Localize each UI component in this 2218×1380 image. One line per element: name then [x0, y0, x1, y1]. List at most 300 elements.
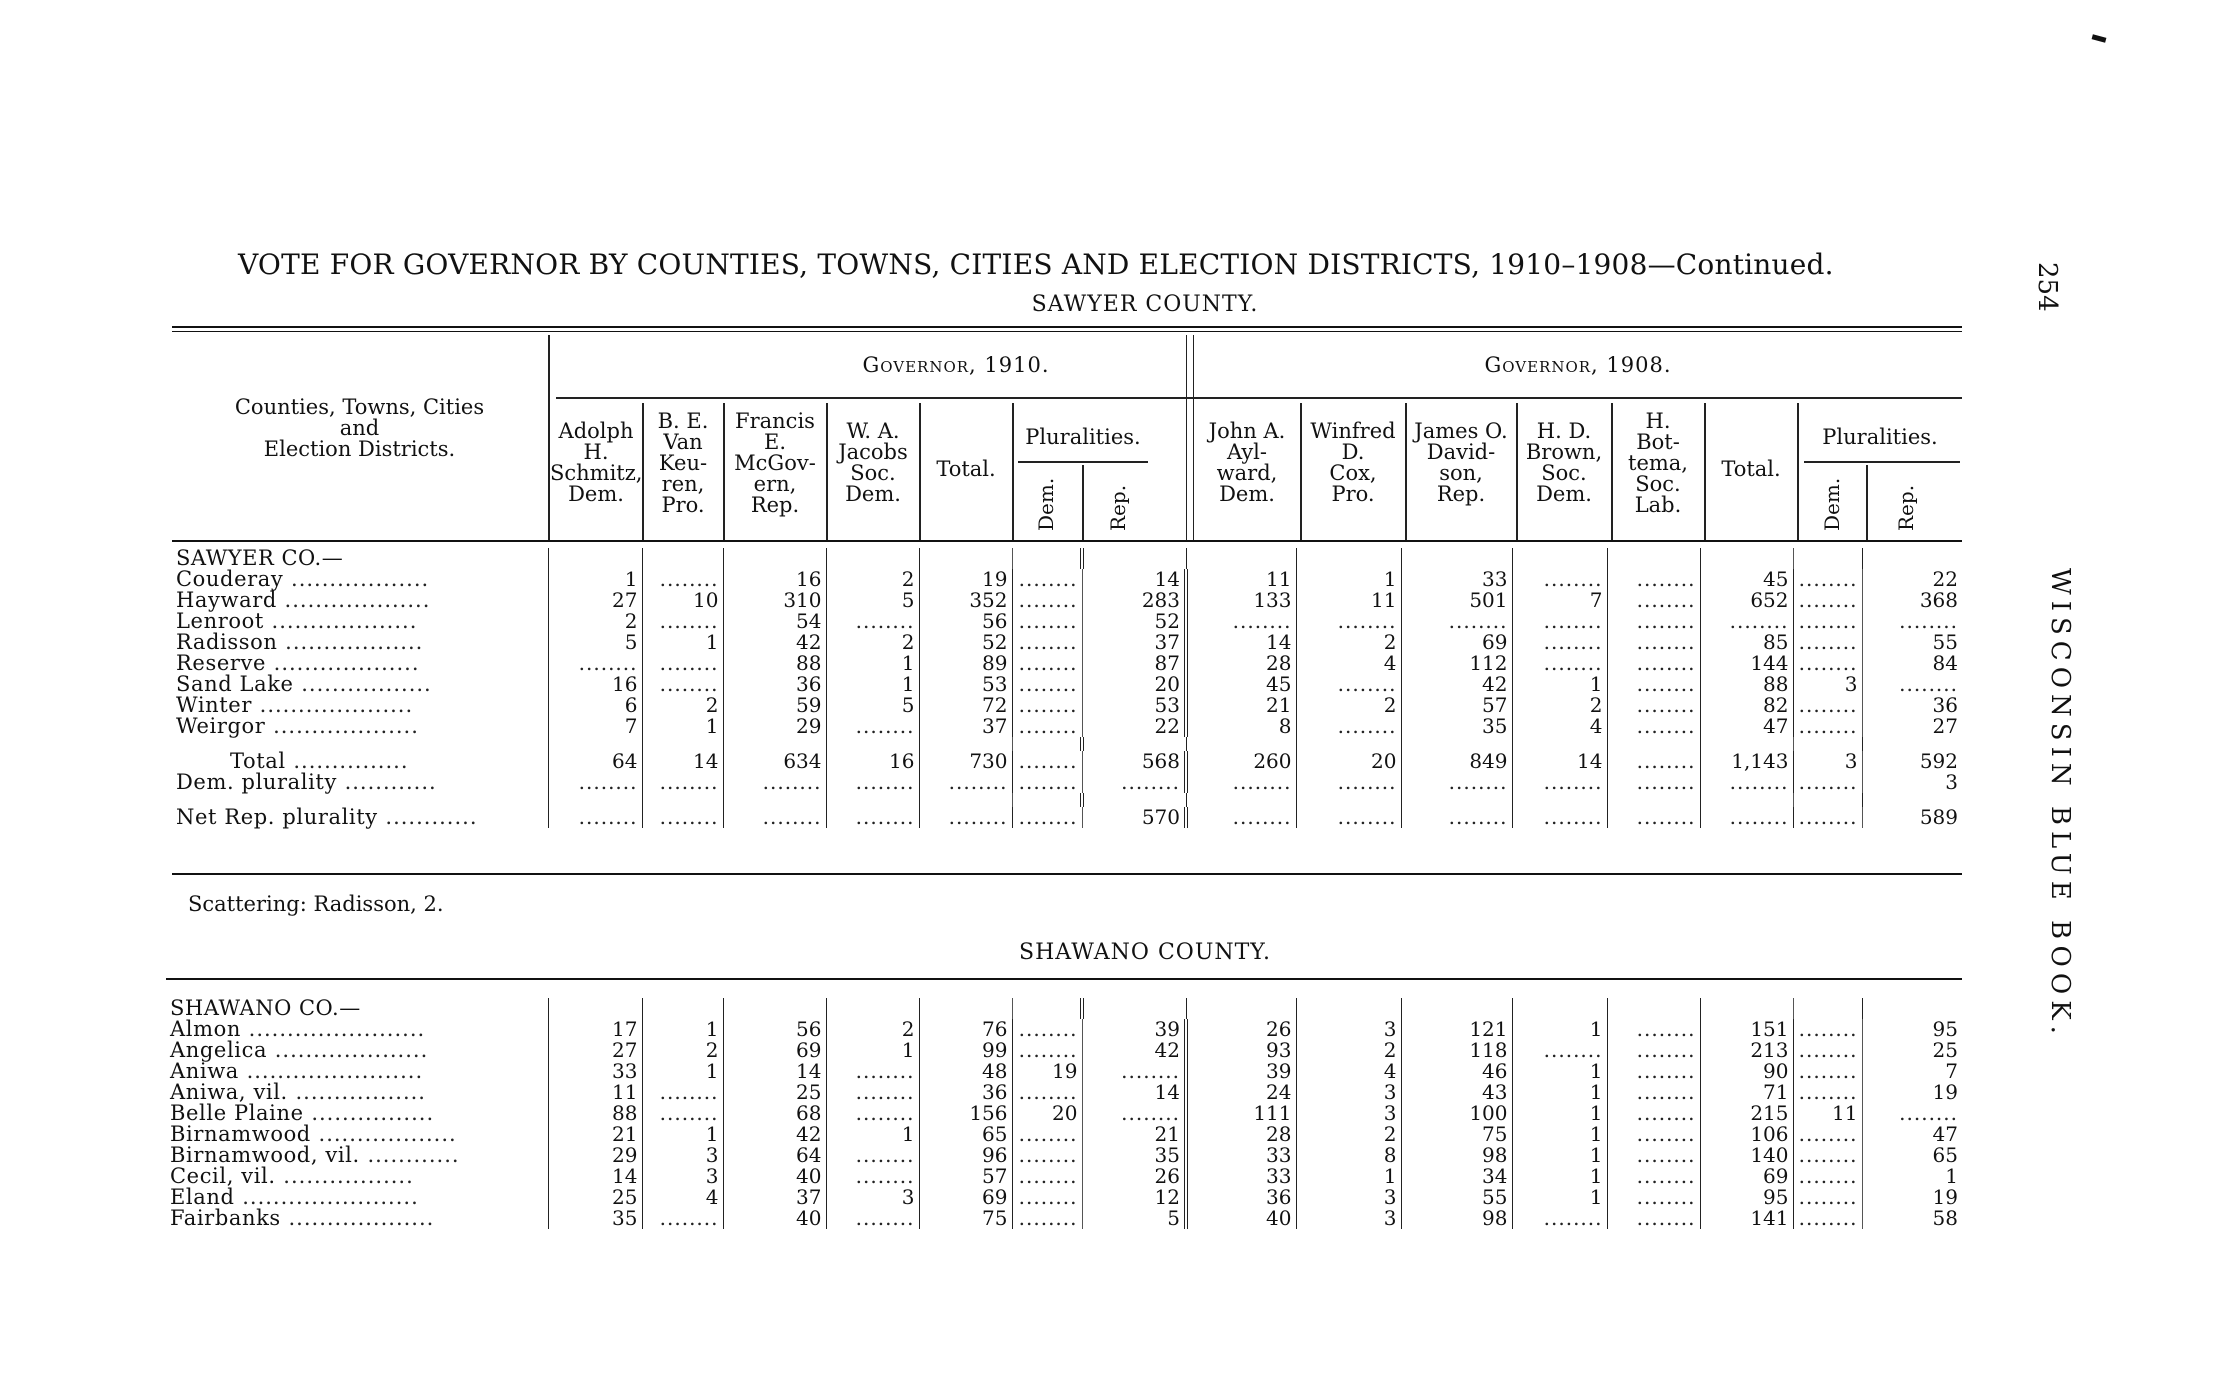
spacer-cell: [1793, 548, 1862, 569]
spacer-cell: [1082, 998, 1186, 1019]
spacer-cell: [1296, 548, 1401, 569]
sawyer-bottom-rule: [172, 873, 1962, 875]
vote-cell: 37: [1082, 632, 1186, 653]
vote-cell: 14: [548, 1166, 642, 1187]
plural-underline: [1018, 461, 1148, 463]
book-title: WISCONSIN BLUE BOOK.: [2045, 568, 2075, 1040]
table-header: [172, 335, 1962, 540]
vote-cell: 45: [1186, 674, 1296, 695]
col-divider: [1012, 403, 1014, 540]
vote-cell: ........: [1793, 807, 1862, 828]
col-bottema: [1612, 411, 1704, 516]
vote-cell: 96: [919, 1145, 1012, 1166]
vote-cell: ........: [1862, 611, 1962, 632]
vote-cell: ........: [1607, 1187, 1700, 1208]
vote-cell: 59: [723, 695, 826, 716]
spacer-cell: [1401, 548, 1512, 569]
vote-cell: 21: [1082, 1124, 1186, 1145]
vote-cell: 27: [548, 590, 642, 611]
hdr-text: H.: [583, 440, 609, 464]
district-name: [166, 1040, 548, 1061]
vote-cell: ........: [642, 1103, 723, 1124]
vote-cell: 14: [1082, 569, 1186, 590]
district-name: [172, 807, 548, 828]
group-divider: [1186, 335, 1194, 540]
vote-cell: ........: [1012, 1082, 1082, 1103]
vote-cell: 121: [1401, 1019, 1512, 1040]
vote-cell: 36: [723, 674, 826, 695]
spacer-cell: [1186, 548, 1296, 569]
vote-cell: ........: [1607, 653, 1700, 674]
vote-cell: ........: [1401, 611, 1512, 632]
vote-cell: ........: [1607, 1145, 1700, 1166]
vote-cell: ........: [826, 1061, 919, 1082]
vote-cell: ........: [1512, 772, 1607, 793]
col-brown: [1517, 421, 1611, 505]
vote-cell: 27: [548, 1040, 642, 1061]
vote-cell: 57: [919, 1166, 1012, 1187]
leader-dots: ..................: [277, 630, 424, 654]
vote-cell: 3: [1296, 1082, 1401, 1103]
vote-cell: ........: [1607, 695, 1700, 716]
vote-cell: 144: [1700, 653, 1793, 674]
hdr-text: McGov-: [734, 451, 816, 475]
vote-cell: 22: [1862, 569, 1962, 590]
district-name: [172, 569, 548, 590]
hdr-text: Pro.: [661, 493, 705, 517]
vote-cell: ........: [1012, 1208, 1082, 1229]
page-title: VOTE FOR GOVERNOR BY COUNTIES, TOWNS, CITIES AND ELECTION DISTRICTS, 1910–1908—Continued.: [238, 248, 1834, 281]
vote-cell: ........: [1082, 1103, 1186, 1124]
vote-cell: 2: [826, 569, 919, 590]
vote-cell: 2: [1512, 695, 1607, 716]
vote-cell: 2: [1296, 695, 1401, 716]
vote-cell: 56: [919, 611, 1012, 632]
vote-cell: 29: [723, 716, 826, 737]
table-row: [172, 772, 1962, 793]
vote-cell: 57: [1401, 695, 1512, 716]
vote-cell: ........: [826, 1082, 919, 1103]
vote-cell: 37: [919, 716, 1012, 737]
hdr-text: Brown,: [1525, 440, 1603, 464]
vote-cell: ........: [1401, 772, 1512, 793]
vote-cell: ........: [1607, 751, 1700, 772]
hdr-text: Total.: [1721, 457, 1781, 481]
vote-cell: 93: [1186, 1040, 1296, 1061]
leader-dots: ...................: [280, 1206, 435, 1230]
vote-cell: 28: [1186, 653, 1296, 674]
spacer-cell: [1012, 998, 1082, 1019]
table-row: [166, 1208, 1962, 1229]
district-name: [172, 751, 548, 772]
table-row: [172, 653, 1962, 674]
vote-cell: 1: [642, 1124, 723, 1145]
vote-cell: ........: [1012, 611, 1082, 632]
hdr-text: Winfred: [1310, 419, 1396, 443]
district-name-text: Couderay: [176, 567, 284, 591]
vote-cell: 4: [1296, 653, 1401, 674]
vote-cell: 368: [1862, 590, 1962, 611]
vote-cell: 35: [1082, 1145, 1186, 1166]
district-name-text: Fairbanks: [170, 1206, 281, 1230]
leader-dots: ...................: [263, 609, 418, 633]
vote-cell: ........: [1607, 716, 1700, 737]
hdr-text: Lab.: [1634, 493, 1682, 517]
vote-cell: 16: [826, 751, 919, 772]
vote-cell: 58: [1862, 1208, 1962, 1229]
district-name-text: Almon: [170, 1017, 241, 1041]
district-name-text: Birnamwood, vil.: [170, 1143, 360, 1167]
vote-cell: 36: [1186, 1187, 1296, 1208]
vote-cell: 3: [1862, 772, 1962, 793]
vote-cell: ........: [1793, 1019, 1862, 1040]
vote-cell: 33: [1401, 569, 1512, 590]
vote-cell: 1: [1512, 674, 1607, 695]
vote-cell: 16: [548, 674, 642, 695]
vote-cell: 35: [548, 1208, 642, 1229]
vote-cell: ........: [1012, 807, 1082, 828]
vote-cell: 69: [1700, 1166, 1793, 1187]
vote-cell: ........: [1401, 807, 1512, 828]
district-name: [166, 1166, 548, 1187]
table-row: [172, 716, 1962, 737]
hdr-text: David-: [1426, 440, 1496, 464]
vote-cell: 24: [1186, 1082, 1296, 1103]
district-name: [166, 1061, 548, 1082]
vote-cell: ........: [1793, 695, 1862, 716]
spacer-cell: [919, 548, 1012, 569]
vote-cell: 53: [919, 674, 1012, 695]
vote-cell: 25: [723, 1082, 826, 1103]
vote-cell: 3: [642, 1166, 723, 1187]
vote-cell: 730: [919, 751, 1012, 772]
table-row: [166, 1145, 1962, 1166]
governor-1910-header: Governor, 1910.: [862, 353, 1050, 377]
vote-cell: 2: [826, 632, 919, 653]
district-name: [172, 653, 548, 674]
vote-cell: 26: [1082, 1166, 1186, 1187]
vote-cell: 36: [1862, 695, 1962, 716]
vote-cell: 68: [723, 1103, 826, 1124]
vote-cell: 8: [1296, 1145, 1401, 1166]
spacer-cell: [919, 998, 1012, 1019]
vote-cell: ........: [1793, 590, 1862, 611]
vote-cell: 95: [1862, 1019, 1962, 1040]
vote-cell: 39: [1082, 1019, 1186, 1040]
vote-cell: ........: [1012, 772, 1082, 793]
vote-cell: ........: [1607, 772, 1700, 793]
vote-cell: 25: [1862, 1040, 1962, 1061]
table-row: [172, 695, 1962, 716]
vote-cell: 352: [919, 590, 1012, 611]
vote-cell: ........: [1793, 772, 1862, 793]
vote-cell: 141: [1700, 1208, 1793, 1229]
table-row: [166, 1166, 1962, 1187]
vote-cell: 2: [1296, 1040, 1401, 1061]
vote-cell: 36: [919, 1082, 1012, 1103]
vote-cell: ........: [548, 772, 642, 793]
hdr-text: Total.: [936, 457, 996, 481]
vote-cell: ........: [1512, 611, 1607, 632]
district-name: [166, 1082, 548, 1103]
vote-cell: 65: [1862, 1145, 1962, 1166]
vote-cell: 11: [548, 1082, 642, 1103]
vote-cell: ........: [1607, 1208, 1700, 1229]
governor-1908-header: Governor, 1908.: [1484, 353, 1672, 377]
leader-dots: ............: [336, 770, 437, 794]
district-name-text: Sand Lake: [176, 672, 294, 696]
district-name-text: Hayward: [176, 588, 277, 612]
vote-cell: 568: [1082, 751, 1186, 772]
vote-cell: 40: [1186, 1208, 1296, 1229]
header-bottom-rule: [172, 540, 1962, 542]
vote-cell: 4: [642, 1187, 723, 1208]
vote-cell: 64: [548, 751, 642, 772]
section-row: [166, 998, 1962, 1019]
district-name-text: Dem. plurality: [176, 770, 337, 794]
leader-dots: ....................: [251, 693, 414, 717]
vote-cell: 19: [1862, 1082, 1962, 1103]
vote-cell: 25: [548, 1187, 642, 1208]
vote-cell: ........: [1607, 611, 1700, 632]
vote-cell: ........: [826, 1166, 919, 1187]
table-row: [166, 1040, 1962, 1061]
col-aylward: [1194, 421, 1300, 505]
hdr-text: ward,: [1216, 461, 1278, 485]
vote-cell: 69: [919, 1187, 1012, 1208]
vote-cell: 95: [1700, 1187, 1793, 1208]
vote-cell: ........: [1607, 674, 1700, 695]
spacer-cell: [1862, 998, 1962, 1019]
district-name: [166, 1187, 548, 1208]
hdr-text: Schmitz,: [550, 461, 643, 485]
vote-cell: 71: [1700, 1082, 1793, 1103]
vote-cell: ........: [826, 772, 919, 793]
vote-cell: 260: [1186, 751, 1296, 772]
vote-cell: 1: [1512, 1019, 1607, 1040]
vote-cell: 5: [548, 632, 642, 653]
vote-cell: 1: [1512, 1124, 1607, 1145]
table-row: [166, 1082, 1962, 1103]
vote-cell: ........: [1793, 1187, 1862, 1208]
leader-dots: ...............: [285, 749, 409, 773]
vote-cell: 35: [1401, 716, 1512, 737]
hdr-text: Van: [663, 430, 703, 454]
vote-cell: ........: [1012, 590, 1082, 611]
hdr-text: ern,: [753, 472, 797, 496]
vote-cell: 65: [919, 1124, 1012, 1145]
district-name: [166, 1124, 548, 1145]
vote-cell: 2: [1296, 632, 1401, 653]
vote-cell: 1: [1512, 1061, 1607, 1082]
vote-cell: 6: [548, 695, 642, 716]
vote-cell: ........: [1793, 1124, 1862, 1145]
vote-cell: 88: [548, 1103, 642, 1124]
vote-cell: ........: [642, 674, 723, 695]
vote-cell: 1: [642, 1019, 723, 1040]
vote-cell: 310: [723, 590, 826, 611]
vote-cell: 40: [723, 1166, 826, 1187]
vote-cell: ........: [1793, 611, 1862, 632]
vote-cell: ........: [1793, 632, 1862, 653]
section-row: [172, 548, 1962, 569]
district-name: [172, 674, 548, 695]
vote-cell: 634: [723, 751, 826, 772]
vote-cell: ........: [1700, 772, 1793, 793]
vote-cell: ........: [1012, 1019, 1082, 1040]
table-row: [172, 569, 1962, 590]
col-total-1910: [920, 459, 1012, 480]
vote-cell: ........: [642, 1082, 723, 1103]
vote-cell: 16: [723, 569, 826, 590]
dem-plural-1910-header: Dem.: [1034, 477, 1058, 531]
vote-cell: ........: [1296, 716, 1401, 737]
vote-cell: 42: [723, 632, 826, 653]
vote-cell: 14: [642, 751, 723, 772]
district-name: [172, 695, 548, 716]
table-row: [172, 751, 1962, 772]
vote-cell: 1: [642, 1061, 723, 1082]
vote-cell: 76: [919, 1019, 1012, 1040]
vote-cell: ........: [1607, 569, 1700, 590]
leader-dots: .......................: [238, 1059, 424, 1083]
spacer-cell: [642, 998, 723, 1019]
spacer-cell: [723, 548, 826, 569]
vote-cell: 283: [1082, 590, 1186, 611]
vote-cell: 7: [1512, 590, 1607, 611]
vote-cell: 7: [548, 716, 642, 737]
hdr-text: Ayl-: [1227, 440, 1267, 464]
col-divider: [1082, 465, 1084, 540]
vote-cell: ........: [1012, 1187, 1082, 1208]
vote-cell: ........: [826, 807, 919, 828]
vote-cell: ........: [1082, 772, 1186, 793]
vote-cell: ........: [1793, 1166, 1862, 1187]
hdr-text: Soc.: [1635, 472, 1681, 496]
leader-dots: ................: [303, 1101, 435, 1125]
vote-cell: ........: [826, 1208, 919, 1229]
leader-dots: .................: [275, 1164, 414, 1188]
page-mark: [2092, 34, 2107, 42]
vote-cell: 3: [1296, 1187, 1401, 1208]
vote-cell: ........: [548, 807, 642, 828]
vote-cell: 4: [1512, 716, 1607, 737]
vote-cell: 72: [919, 695, 1012, 716]
top-rule: [172, 326, 1962, 328]
district-name-text: Aniwa: [170, 1059, 239, 1083]
vote-cell: 75: [919, 1208, 1012, 1229]
vote-cell: 98: [1401, 1208, 1512, 1229]
vote-cell: 10: [642, 590, 723, 611]
district-name-text: Radisson: [176, 630, 278, 654]
col-total-1908: [1705, 459, 1797, 480]
vote-cell: 2: [826, 1019, 919, 1040]
hdr-text: tema,: [1628, 451, 1688, 475]
spacer-cell: [1296, 998, 1401, 1019]
vote-cell: 19: [1012, 1061, 1082, 1082]
vote-cell: 33: [548, 1061, 642, 1082]
leader-dots: ...................: [265, 714, 419, 738]
vote-cell: 17: [548, 1019, 642, 1040]
vote-cell: ........: [1012, 653, 1082, 674]
rep-plural-1908-header: Rep.: [1894, 484, 1918, 531]
col-schmitz: [550, 421, 642, 505]
vote-cell: 88: [1700, 674, 1793, 695]
district-name-text: Angelica: [170, 1038, 268, 1062]
vote-cell: ........: [1607, 1103, 1700, 1124]
spacer-cell: [1082, 548, 1186, 569]
plural-underline: [1804, 461, 1960, 463]
vote-cell: ........: [826, 1103, 919, 1124]
vote-cell: 12: [1082, 1187, 1186, 1208]
hdr-text: Adolph: [558, 419, 634, 443]
table-row: [172, 674, 1962, 695]
spacer-cell: [1607, 998, 1700, 1019]
hdr-text: D.: [1341, 440, 1365, 464]
district-name-text: Eland: [170, 1185, 235, 1209]
vote-cell: ........: [723, 772, 826, 793]
vote-cell: 39: [1186, 1061, 1296, 1082]
table-row: [172, 807, 1962, 828]
vote-cell: 21: [548, 1124, 642, 1145]
leader-dots: .................: [287, 1080, 426, 1104]
vote-cell: ........: [1607, 1166, 1700, 1187]
hdr-text: Cox,: [1329, 461, 1377, 485]
vote-cell: 40: [723, 1208, 826, 1229]
vote-cell: 849: [1401, 751, 1512, 772]
vote-cell: 5: [826, 695, 919, 716]
col-davidson: [1406, 421, 1516, 505]
vote-cell: 8: [1186, 716, 1296, 737]
vote-cell: 140: [1700, 1145, 1793, 1166]
spacer-cell: [642, 548, 723, 569]
vote-cell: ........: [1793, 653, 1862, 674]
leader-dots: .......................: [234, 1185, 419, 1209]
vote-cell: 11: [1296, 590, 1401, 611]
vote-cell: 2: [1296, 1124, 1401, 1145]
hdr-text: H. D.: [1536, 419, 1592, 443]
leader-dots: ..................: [310, 1122, 457, 1146]
spacer-cell: [1700, 998, 1793, 1019]
table-row: [172, 611, 1962, 632]
vote-cell: ........: [1607, 1124, 1700, 1145]
district-name-text: Lenroot: [176, 609, 264, 633]
vote-cell: 589: [1862, 807, 1962, 828]
vote-cell: 28: [1186, 1124, 1296, 1145]
vote-cell: 14: [723, 1061, 826, 1082]
vote-cell: ........: [642, 653, 723, 674]
vote-cell: 20: [1296, 751, 1401, 772]
vote-cell: 42: [1401, 674, 1512, 695]
shawano-table: [166, 998, 1962, 1229]
vote-cell: ........: [1012, 674, 1082, 695]
vote-cell: 11: [1793, 1103, 1862, 1124]
vote-cell: ........: [1012, 1040, 1082, 1061]
leader-dots: ..................: [283, 567, 430, 591]
vote-cell: ........: [1082, 1061, 1186, 1082]
vote-cell: 43: [1401, 1082, 1512, 1103]
district-name-text: Cecil, vil.: [170, 1164, 276, 1188]
district-name: [172, 632, 548, 653]
district-name-text: Reserve: [176, 651, 266, 675]
shawano-county-heading: SHAWANO COUNTY.: [1019, 940, 1271, 965]
spacer-cell: [1793, 998, 1862, 1019]
vote-cell: ........: [642, 772, 723, 793]
district-name-text: Winter: [176, 693, 252, 717]
spacer-cell: [1401, 998, 1512, 1019]
vote-cell: ........: [1512, 807, 1607, 828]
hdr-text: Bot-: [1636, 430, 1680, 454]
